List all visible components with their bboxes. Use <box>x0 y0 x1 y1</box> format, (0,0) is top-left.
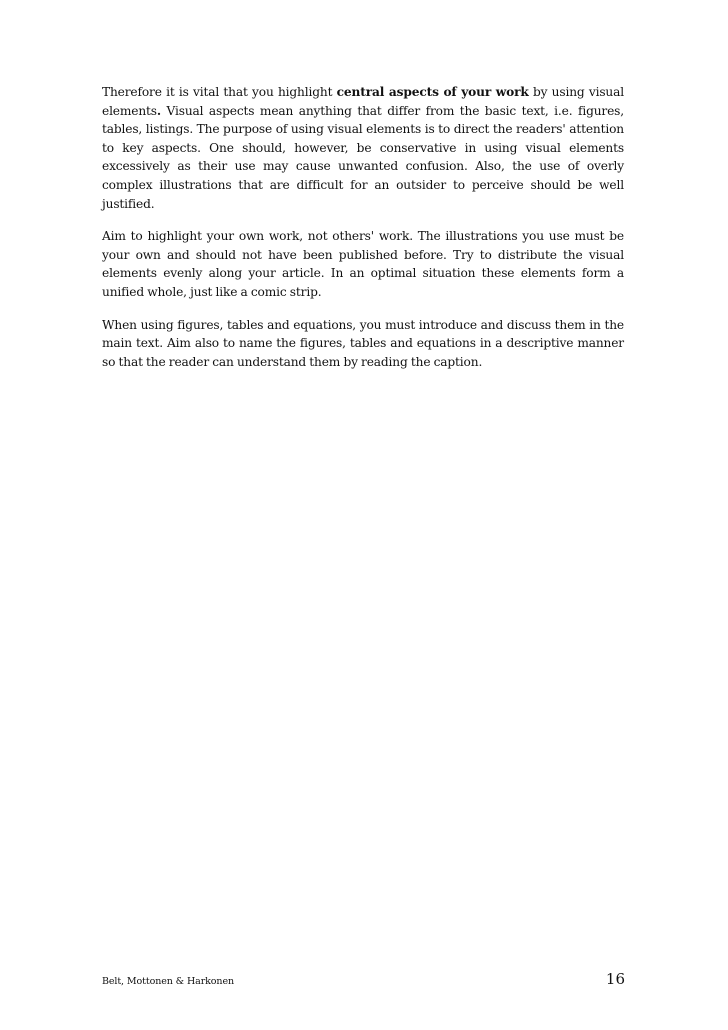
page-number: 16 <box>605 970 625 988</box>
paragraph-own-work: Aim to highlight your own work, not others' work. The illustrations you use must be your own and should not have been published before. Try to distribute the visual elements evenly along your article. In an optimal situation these elements form a unified whole, just like a comic strip. <box>102 229 624 299</box>
body-text <box>102 83 624 385</box>
paragraph-text: Therefore it is vital that you highlight <box>102 85 337 99</box>
emphasis-period: . <box>156 103 161 118</box>
paragraph-text: Visual aspects mean anything that differ from the basic text, i.e. figures, tables, listings. The purpose of using visual elements is to direct the readers' attention to key aspects. One should, however, be conservative in using visual elements excessively as their use may cause unwanted confusion. Also, the use of overly complex illustrations that are difficult for an outsider to perceive should be well justified. <box>102 103 624 211</box>
paragraph-text: by using visual elements <box>102 85 624 118</box>
paragraph-introduce-figures: When using figures, tables and equations, you must introduce and discuss them in the main text. Aim also to name the figures, tables and equations in a descriptive manner so that the reader can understand them by reading the caption. <box>102 317 624 369</box>
footer-authors: Belt, Mottonen & Harkonen <box>102 976 234 987</box>
paragraph-visual-elements <box>102 83 624 213</box>
emphasis-text: central aspects of your work <box>336 85 529 99</box>
